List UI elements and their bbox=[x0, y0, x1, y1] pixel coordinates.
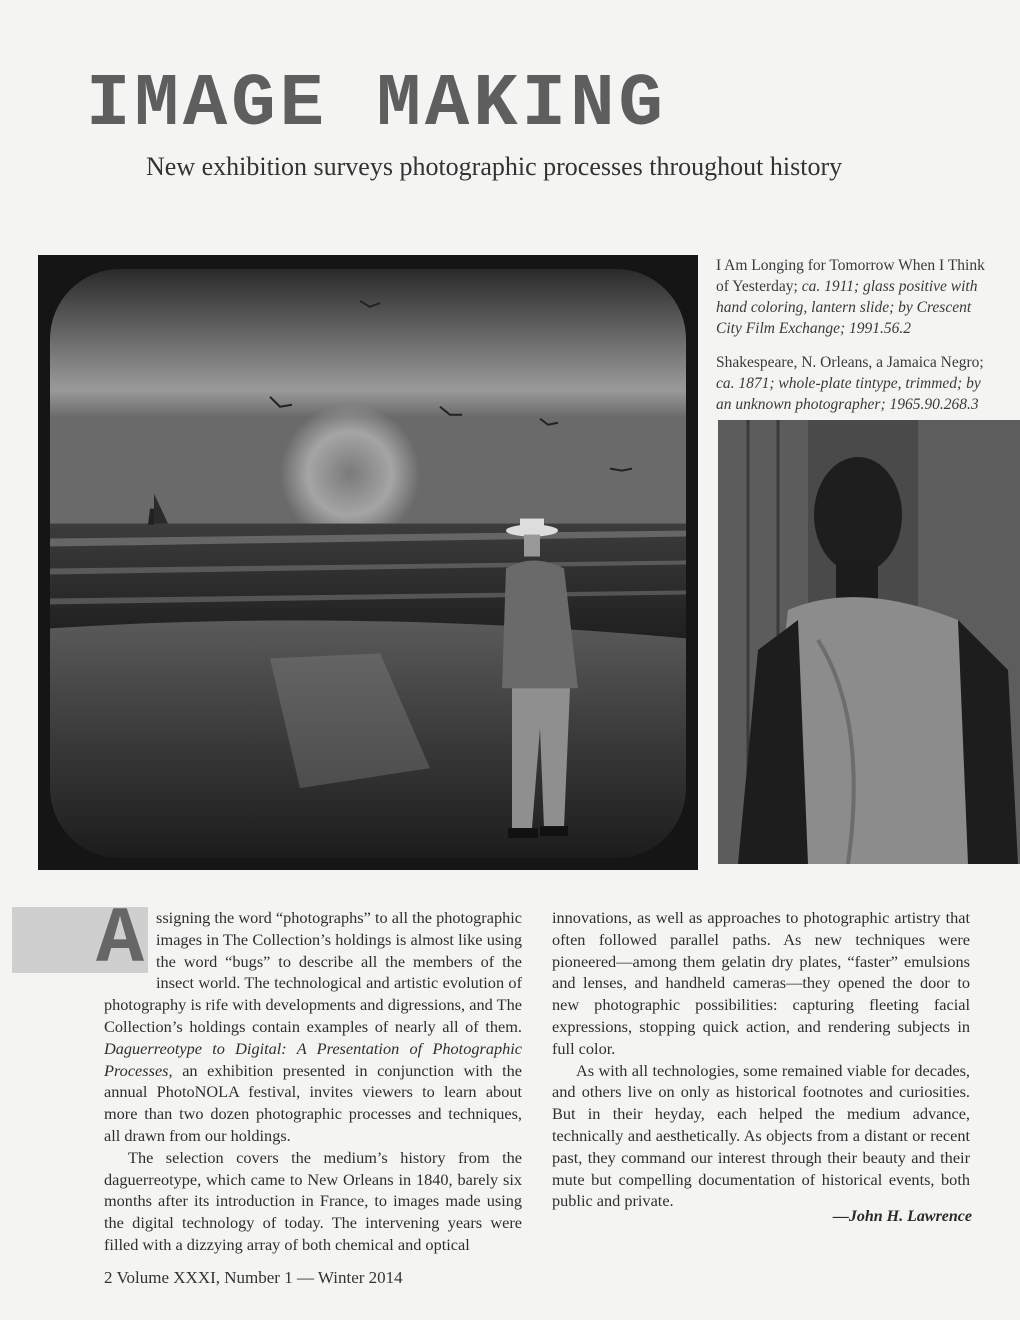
drop-cap: A bbox=[12, 907, 148, 973]
article-paragraph-3: innovations, as well as approaches to photographic artistry that often followed parallel paths. As new techniques were pioneered—among them gelatin dry plates, “faster” emulsions and lenses, and handheld cameras—they opened the door to new photographic possibilities: capturing fleeting facial expressions, stopping quick action, and rendering subjects in full color. bbox=[552, 908, 970, 1058]
page-subtitle: New exhibition surveys photographic processes throughout history bbox=[146, 152, 843, 181]
article-column-left bbox=[95, 895, 522, 1256]
article-column-right bbox=[552, 907, 970, 1212]
page-footer: 2 Volume XXXI, Number 1 — Winter 2014 bbox=[104, 1268, 403, 1287]
tintype-caption bbox=[716, 352, 996, 415]
tintype-caption-title: Shakespeare, N. Orleans, a Jamaica Negro; bbox=[716, 354, 984, 371]
page-title: IMAGE MAKING bbox=[86, 63, 667, 147]
lantern-slide-image bbox=[50, 269, 686, 858]
article-paragraph-4: As with all technologies, some remained viable for decades, and others live on only as historical footnotes and curiosities. But in their heyday, each helped the medium advance, technically and aesthetically. As objects from a distant or recent past, they command our interest through their beauty and their mute but compelling documentation of historical events, both public and private. bbox=[552, 1060, 970, 1211]
beach-scene-illustration bbox=[50, 269, 686, 858]
tintype-photo bbox=[718, 420, 1020, 864]
slide-caption-title: I Am Longing for Tomorrow When I Think of Yesterday; bbox=[716, 257, 985, 295]
slide-caption-meta: ca. 1911; glass positive with hand coloring, lantern slide; by Crescent City Film Exchange; 1991.56.2 bbox=[716, 278, 978, 337]
article-paragraph-1: A ssigning the word “photographs” to all the photographic images in The Collection’s holdings is almost like using the word “bugs” to describe all the members of the insect world. The technological and artistic evolution of photography is rife with developments and digressions, and The Collection’s holdings contain examples of nearly all of them. Daguerreotype to Digital: A Presentation of Photographic Processes, an exhibition presented in conjunction with the annual PhotoNOLA festival, invites viewers to learn about more than two dozen photographic processes and techniques, all drawn from our holdings. bbox=[104, 907, 522, 1147]
slide-caption bbox=[716, 255, 996, 339]
article-paragraph-2: The selection covers the medium’s history from the daguerreotype, which came to New Orleans in 1840, barely six months after its introduction in France, to images made using the digital technology of today. The intervening years were filled with a dizzying array of both chemical and optical bbox=[104, 1147, 522, 1254]
portrait-illustration bbox=[718, 420, 1020, 864]
author-signature: —John H. Lawrence bbox=[832, 1208, 972, 1225]
lantern-slide-photo bbox=[38, 255, 698, 870]
tintype-caption-meta: ca. 1871; whole-plate tintype, trimmed; by an unknown photographer; 1965.90.268.3 bbox=[716, 375, 981, 413]
exhibition-title: Daguerreotype to Digital: A Presentation of Photographic Processes, bbox=[104, 1038, 522, 1080]
